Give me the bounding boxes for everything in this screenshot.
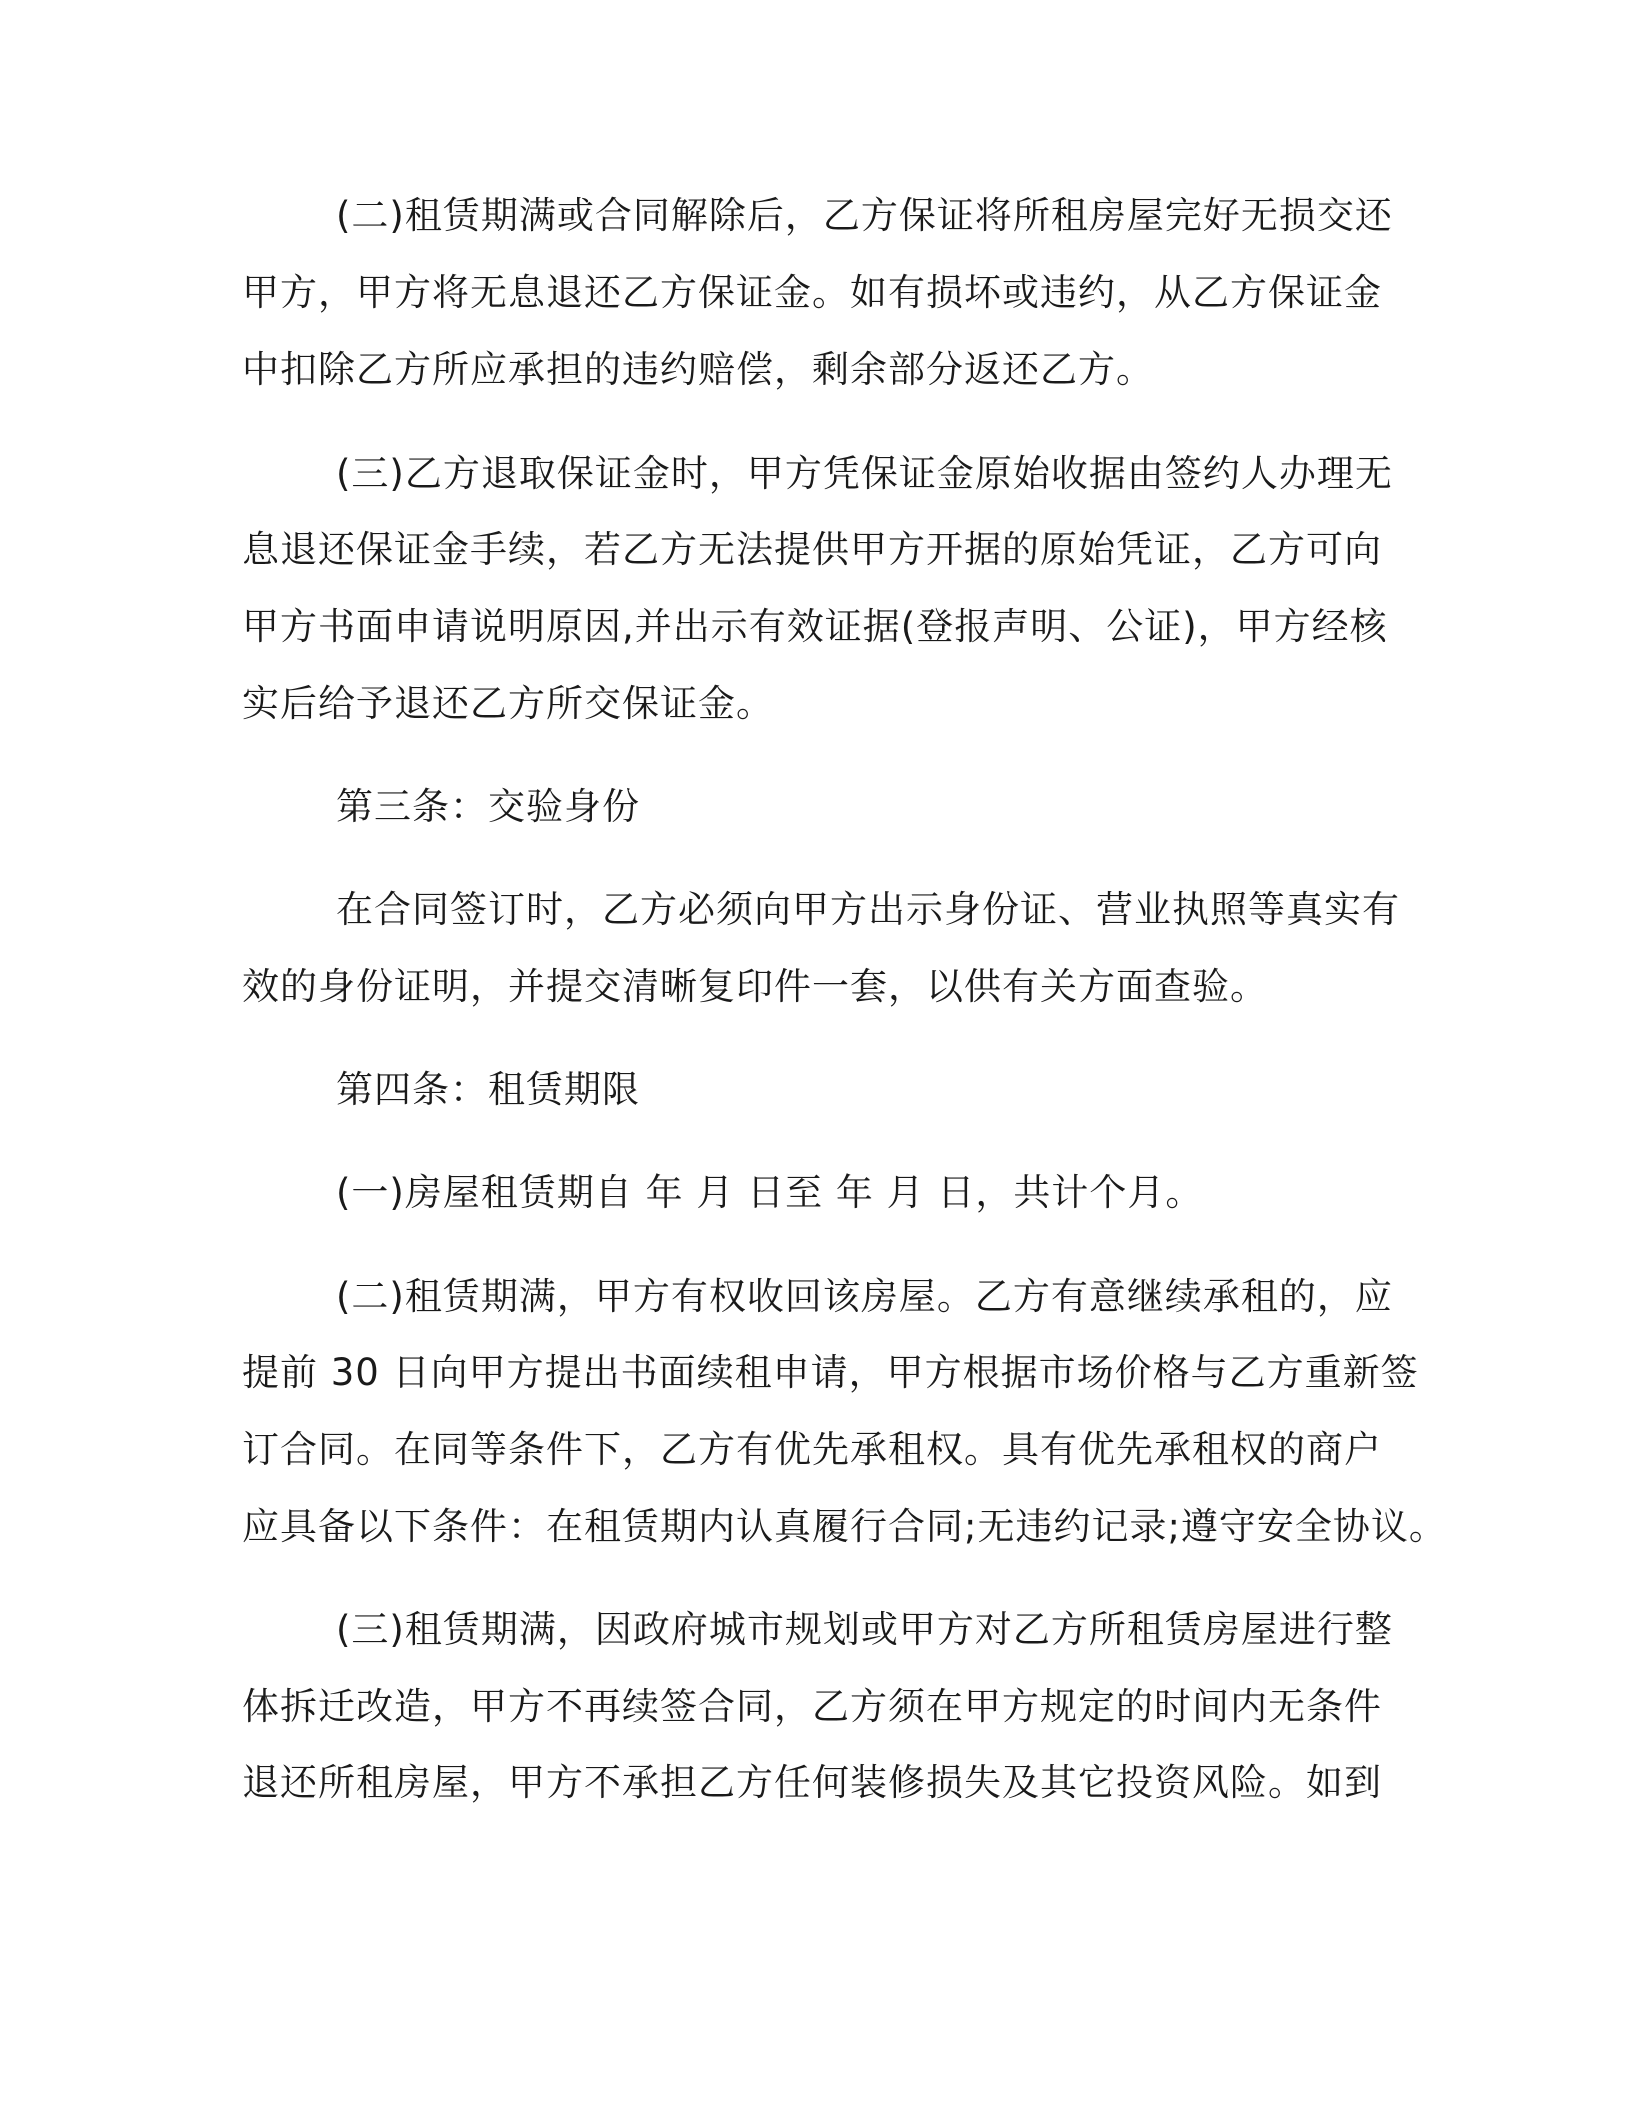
paragraph-line: 效的身份证明，并提交清晰复印件一套，以供有关方面查验。 bbox=[242, 965, 1268, 1008]
paragraph-line: 甲方，甲方将无息退还乙方保证金。如有损坏或违约，从乙方保证金 bbox=[242, 271, 1382, 314]
section-heading: 第三条：交验身份 bbox=[336, 785, 640, 828]
paragraph-line: 甲方书面申请说明原因,并出示有效证据(登报声明、公证)，甲方经核 bbox=[242, 605, 1388, 648]
paragraph-line: 体拆迁改造，甲方不再续签合同，乙方须在甲方规定的时间内无条件 bbox=[242, 1685, 1382, 1728]
paragraph-line: (三)租赁期满，因政府城市规划或甲方对乙方所租赁房屋进行整 bbox=[336, 1608, 1393, 1651]
paragraph-line: (二)租赁期满，甲方有权收回该房屋。乙方有意继续承租的，应 bbox=[336, 1275, 1393, 1318]
paragraph-line: (一)房屋租赁期自 年 月 日至 年 月 日，共计个月。 bbox=[336, 1171, 1204, 1214]
paragraph-line: (二)租赁期满或合同解除后，乙方保证将所租房屋完好无损交还 bbox=[336, 194, 1393, 237]
section-heading: 第四条：租赁期限 bbox=[336, 1068, 640, 1111]
paragraph-line: 息退还保证金手续，若乙方无法提供甲方开据的原始凭证，乙方可向 bbox=[242, 528, 1382, 571]
paragraph-line: 退还所租房屋，甲方不承担乙方任何装修损失及其它投资风险。如到 bbox=[242, 1761, 1382, 1804]
paragraph-line: 提前 30 日向甲方提出书面续租申请，甲方根据市场价格与乙方重新签 bbox=[242, 1351, 1419, 1394]
paragraph-line: (三)乙方退取保证金时，甲方凭保证金原始收据由签约人办理无 bbox=[336, 452, 1393, 495]
paragraph-line: 在合同签订时，乙方必须向甲方出示身份证、营业执照等真实有 bbox=[336, 888, 1400, 931]
paragraph-line: 应具备以下条件：在租赁期内认真履行合同;无违约记录;遵守安全协议。 bbox=[242, 1505, 1447, 1548]
paragraph-line: 订合同。在同等条件下，乙方有优先承租权。具有优先承租权的商户 bbox=[242, 1428, 1382, 1471]
paragraph-line: 实后给予退还乙方所交保证金。 bbox=[242, 682, 774, 725]
paragraph-line: 中扣除乙方所应承担的违约赔偿，剩余部分返还乙方。 bbox=[242, 348, 1154, 391]
